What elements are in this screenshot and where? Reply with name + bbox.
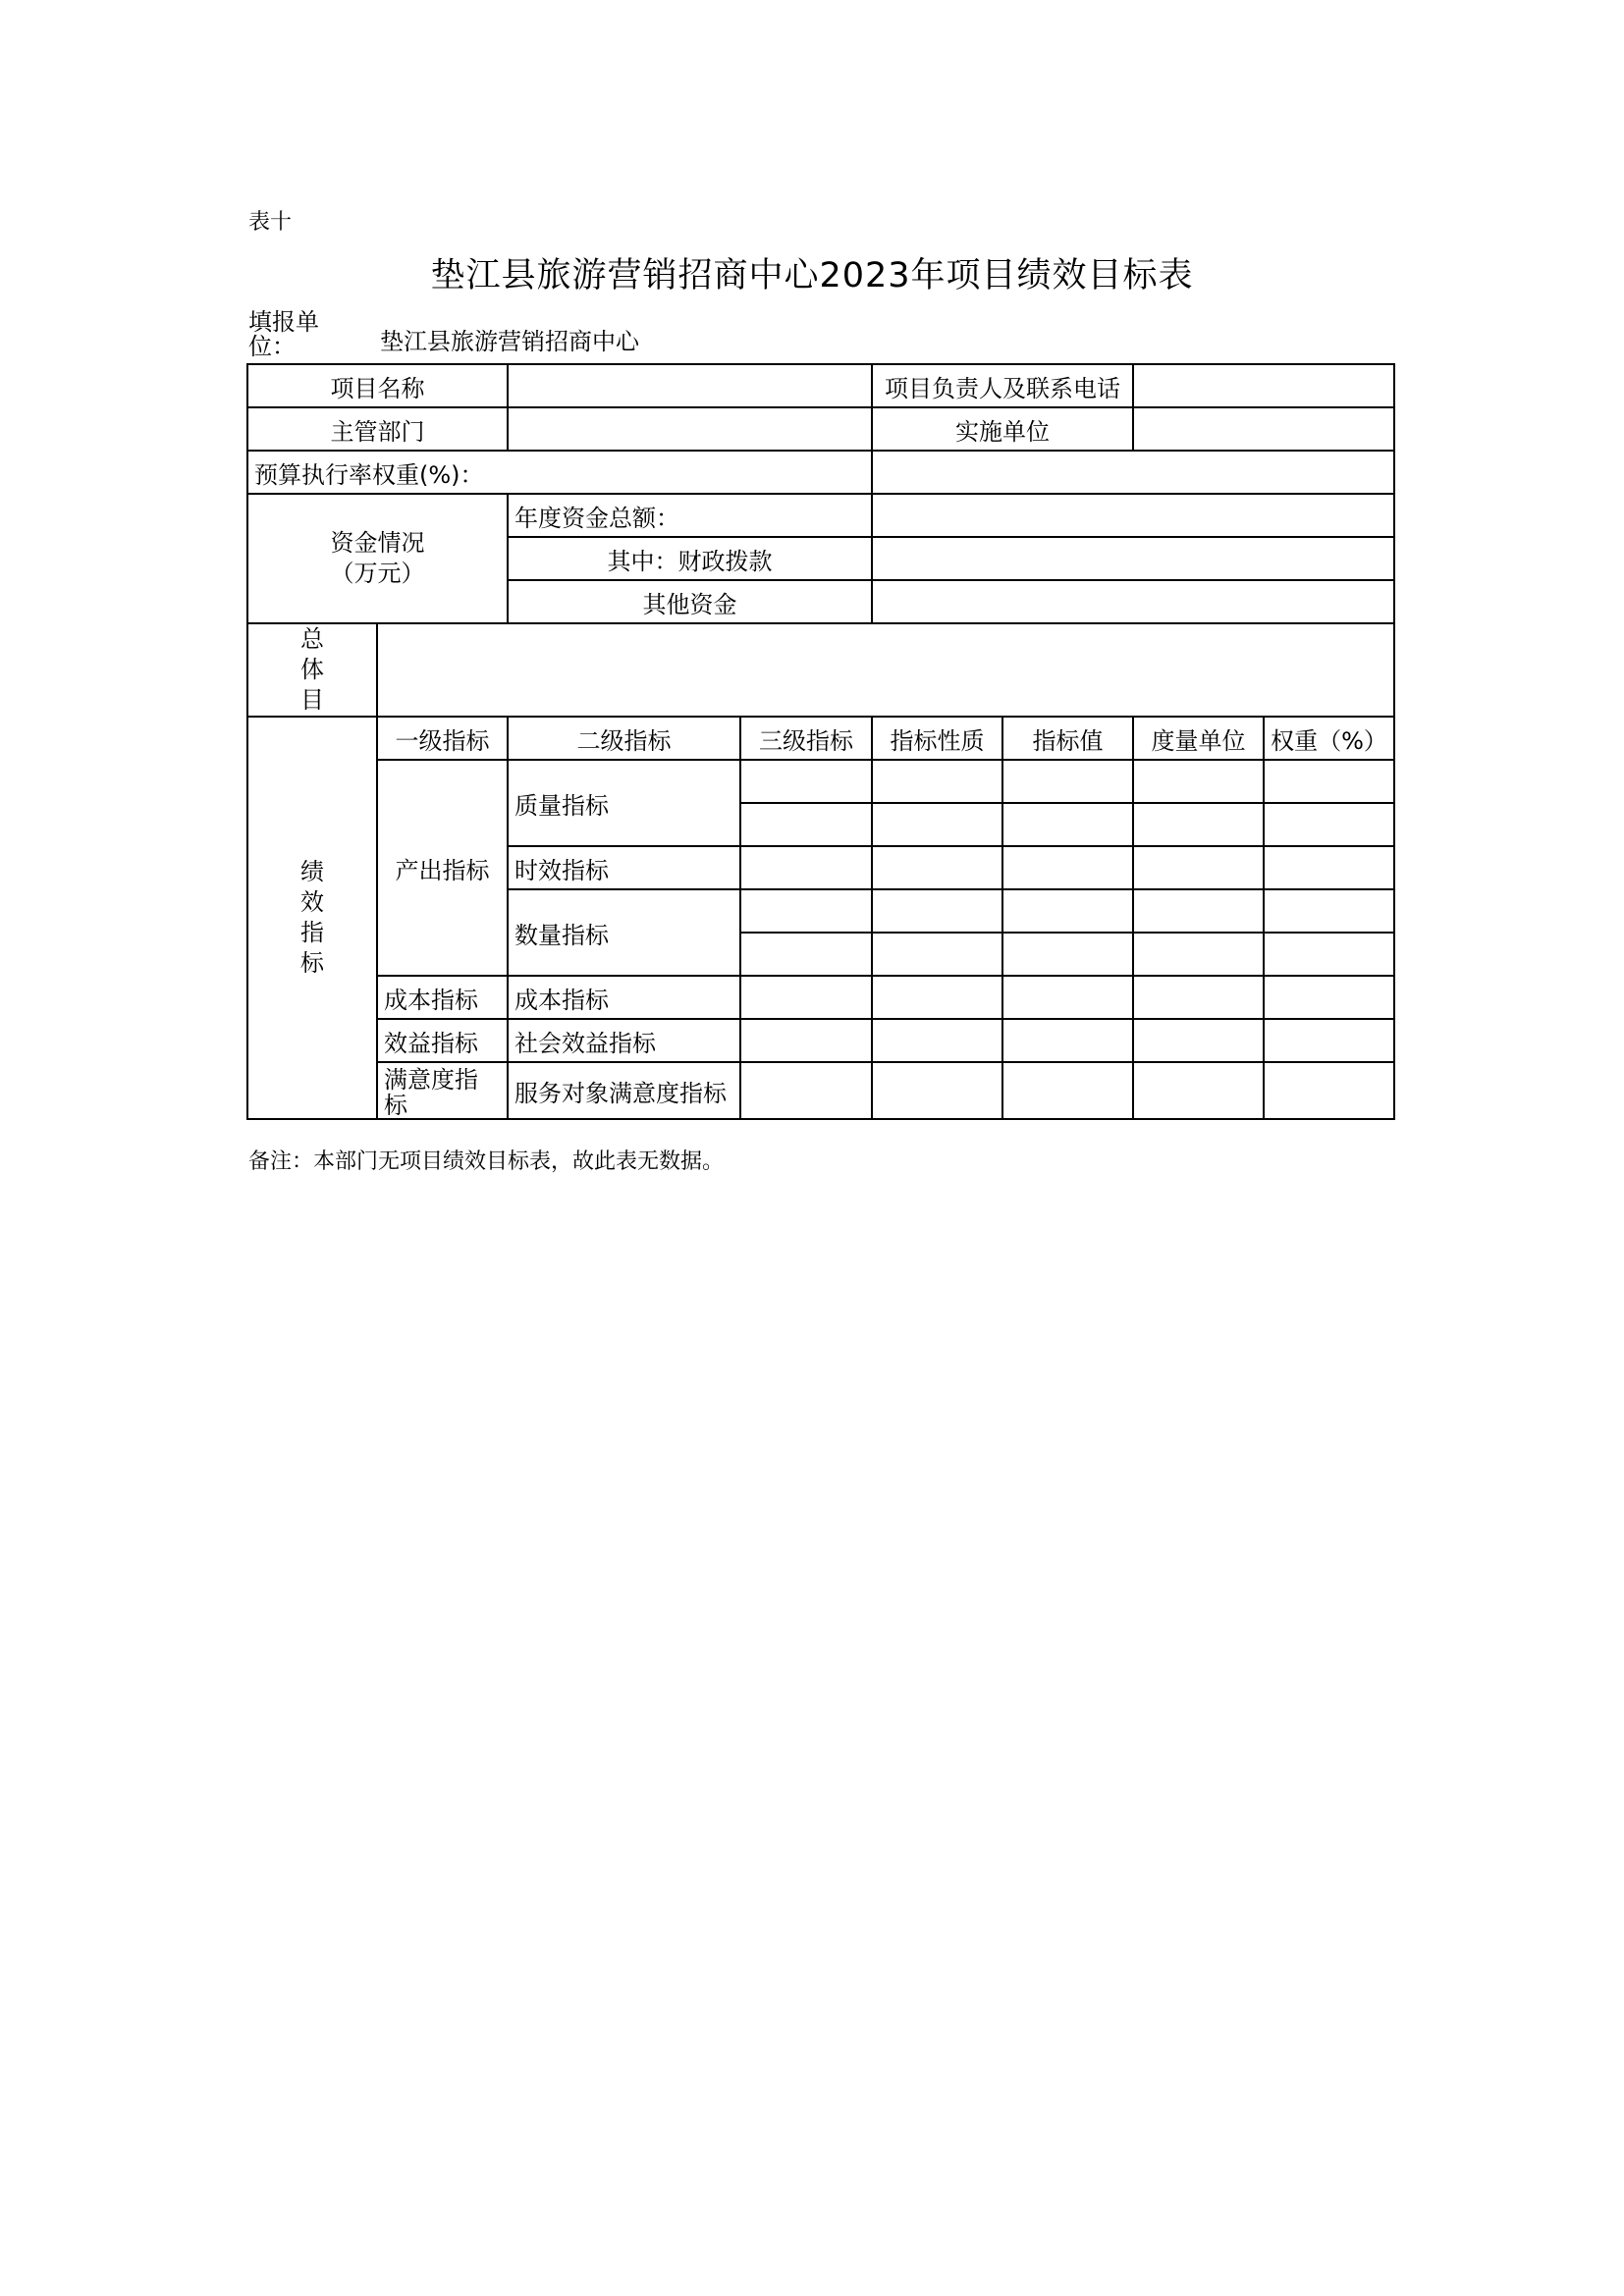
table-cell: [1264, 1062, 1394, 1119]
benefit-indicators-label: 效益指标: [377, 1019, 508, 1062]
funds-label: 资金情况: [330, 529, 425, 557]
table-cell: [1264, 889, 1394, 933]
performance-indicators-label: [247, 717, 377, 1119]
perf-label-char: 效: [300, 888, 324, 916]
footnote: 备注：本部门无项目绩效目标表，故此表无数据。: [248, 1149, 725, 1174]
table-cell: [872, 760, 1002, 803]
table-header-row: [247, 717, 1394, 760]
table-cell: [1264, 976, 1394, 1019]
performance-target-table: [246, 363, 1395, 1120]
budget-rate-label: 预算执行率权重(%)：: [247, 451, 872, 494]
table-cell: [872, 1062, 1002, 1119]
table-number-label: 表十: [248, 210, 293, 235]
social-benefit-indicators-label: 社会效益指标: [508, 1019, 740, 1062]
table-cell: [872, 846, 1002, 889]
header-level3: 三级指标: [740, 717, 872, 760]
service-satisfaction-indicators-label: 服务对象满意度指标: [508, 1062, 740, 1119]
reporting-unit-label: 填报单位：: [248, 308, 319, 360]
other-funds-label: 其他资金: [508, 580, 872, 623]
perf-label-char: 指: [300, 919, 324, 946]
table-cell: [1264, 803, 1394, 846]
table-row: [247, 1062, 1394, 1119]
table-row: [247, 451, 1394, 494]
implementer-value: [1133, 407, 1394, 451]
overall-goal-char: 总: [300, 625, 324, 653]
table-cell: [1133, 933, 1264, 976]
other-funds-value: [872, 580, 1394, 623]
fiscal-allocation-value: [872, 537, 1394, 580]
table-cell: [1002, 846, 1133, 889]
document-title: 垫江县旅游营销招商中心2023年项目绩效目标表: [430, 256, 1194, 295]
table-cell: [1002, 1062, 1133, 1119]
table-cell: [740, 1019, 872, 1062]
satisfaction-indicators-label: 满意度指标: [377, 1062, 508, 1119]
table-cell: [1002, 889, 1133, 933]
reporting-unit-value: 垫江县旅游营销招商中心: [380, 328, 639, 355]
table-cell: [740, 803, 872, 846]
annual-total-value: [872, 494, 1394, 537]
project-leader-value: [1133, 364, 1394, 407]
table-cell: [1133, 846, 1264, 889]
table-cell: [872, 803, 1002, 846]
supervisor-label: 主管部门: [247, 407, 508, 451]
table-cell: [1264, 760, 1394, 803]
header-unit: 度量单位: [1133, 717, 1264, 760]
table-cell: [872, 1019, 1002, 1062]
table-row: [247, 494, 1394, 537]
table-row: [247, 623, 1394, 717]
table-cell: [872, 933, 1002, 976]
table-row: [247, 760, 1394, 803]
table-row: [247, 407, 1394, 451]
table-cell: [1133, 760, 1264, 803]
project-name-value: [508, 364, 872, 407]
table-cell: [1264, 846, 1394, 889]
table-cell: [1002, 803, 1133, 846]
overall-goal-label: [247, 623, 377, 717]
project-name-label: 项目名称: [247, 364, 508, 407]
table-cell: [740, 1062, 872, 1119]
annual-total-label: 年度资金总额：: [508, 494, 872, 537]
table-cell: [740, 976, 872, 1019]
table-row: [247, 976, 1394, 1019]
perf-label-char: 标: [300, 949, 324, 977]
perf-label-char: 绩: [300, 858, 324, 885]
table-cell: [1264, 933, 1394, 976]
project-leader-label: 项目负责人及联系电话: [872, 364, 1133, 407]
table-cell: [740, 846, 872, 889]
supervisor-value: [508, 407, 872, 451]
table-cell: [740, 889, 872, 933]
budget-rate-value: [872, 451, 1394, 494]
table-cell: [1002, 1019, 1133, 1062]
table-cell: [1002, 976, 1133, 1019]
table-cell: [872, 889, 1002, 933]
table-cell: [872, 976, 1002, 1019]
cost-sub-indicators-label: 成本指标: [508, 976, 740, 1019]
table-cell: [740, 760, 872, 803]
table-cell: [1133, 803, 1264, 846]
table-row: [247, 1019, 1394, 1062]
overall-goal-char: 目: [300, 686, 324, 714]
output-indicators-label: 产出指标: [377, 760, 508, 976]
table-cell: [1002, 760, 1133, 803]
table-cell: [740, 933, 872, 976]
funds-unit-label: （万元）: [330, 560, 425, 587]
quantity-indicators-label: 数量指标: [508, 889, 740, 976]
table-row: [247, 364, 1394, 407]
overall-goal-char: 体: [300, 656, 324, 683]
header-level1: 一级指标: [377, 717, 508, 760]
table-cell: [1133, 1062, 1264, 1119]
implementer-label: 实施单位: [872, 407, 1133, 451]
header-level2: 二级指标: [508, 717, 740, 760]
header-value: 指标值: [1002, 717, 1133, 760]
table-cell: [1133, 976, 1264, 1019]
overall-goal-value: [377, 623, 1394, 717]
table-cell: [1133, 889, 1264, 933]
funds-label-cell: [247, 494, 508, 623]
table-cell: [1264, 1019, 1394, 1062]
quality-indicators-label: 质量指标: [508, 760, 740, 846]
timeliness-indicators-label: 时效指标: [508, 846, 740, 889]
cost-indicators-label: 成本指标: [377, 976, 508, 1019]
header-nature: 指标性质: [872, 717, 1002, 760]
table-cell: [1133, 1019, 1264, 1062]
table-cell: [1002, 933, 1133, 976]
fiscal-allocation-label: 其中：财政拨款: [508, 537, 872, 580]
header-weight: 权重（%）: [1264, 717, 1394, 760]
